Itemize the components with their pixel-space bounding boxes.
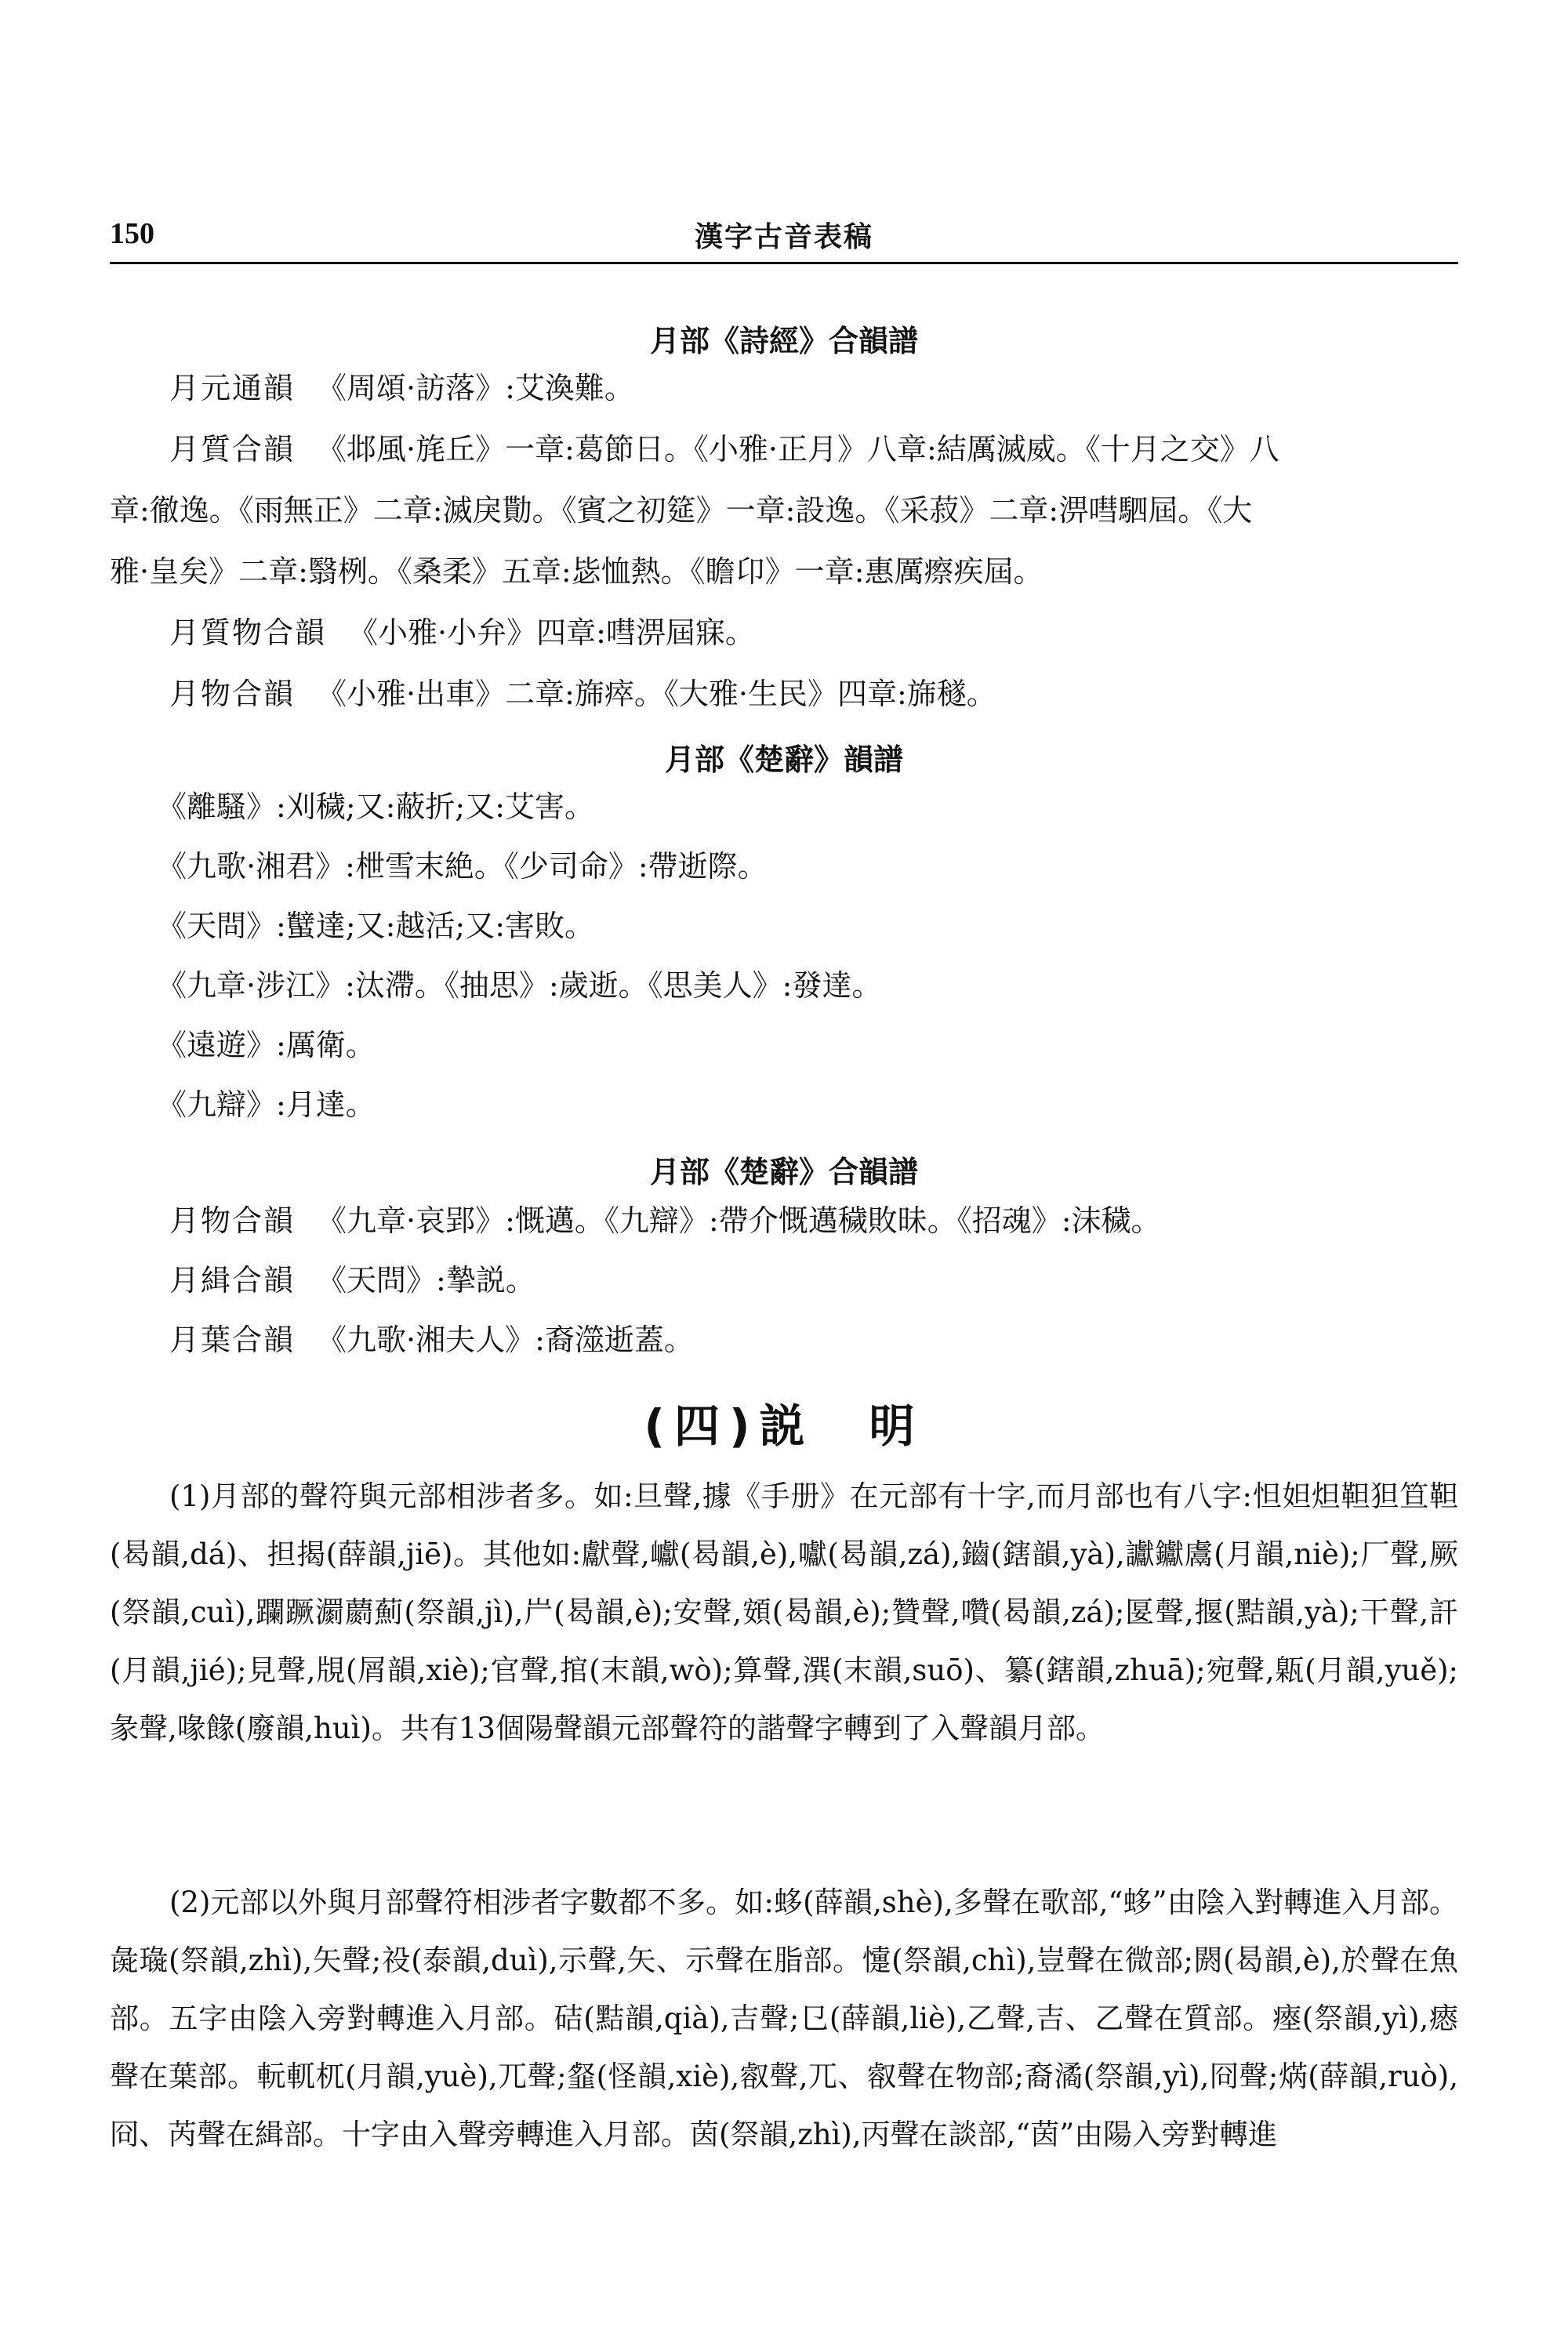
rhyme-text: 《小雅·出車》二章:旆瘁。《大雅·生民》四章:旆穟。	[317, 677, 996, 711]
page-header	[110, 212, 1458, 264]
rhyme-text-continued: 雅·皇矣》二章:翳栵。《桑柔》五章:毖恤熱。《瞻卬》一章:惠厲瘵疾屆。	[110, 554, 1044, 589]
chuci-line: 《遠遊》:厲衛。	[157, 1028, 376, 1062]
rhyme-entry	[110, 615, 1458, 650]
rhyme-text: 《小雅·小弁》四章:嘒淠屆寐。	[348, 615, 755, 650]
rhyme-entry	[110, 1203, 1458, 1238]
chuci-line: 《天問》:蠥達;又:越活;又:害敗。	[157, 909, 595, 943]
rhyme-label: 月物合韻	[169, 1203, 296, 1238]
rhyme-entry	[110, 1263, 1458, 1298]
rhyme-text-continued: 章:徹逸。《雨無正》二章:滅戾勩。《賓之初筵》一章:設逸。《采菽》二章:淠嘒駟屆。《大	[110, 493, 1253, 528]
rhyme-label: 月物合韻	[169, 677, 296, 711]
rhyme-text: 《九章·哀郢》:慨邁。《九辯》:帶介慨邁穢敗昧。《招魂》:沫穢。	[317, 1203, 1161, 1238]
rhyme-label: 月緝合韻	[169, 1263, 296, 1298]
chuci-line: 《九章·涉江》:汰滯。《抽思》:歲逝。《思美人》:發達。	[157, 968, 882, 1003]
rhyme-text: 《九歌·湘夫人》:裔澨逝蓋。	[317, 1323, 694, 1357]
rhyme-label: 月元通韻	[169, 371, 296, 405]
rhyme-entry	[110, 1325, 1458, 1355]
rhyme-text: 《周頌·訪落》:艾渙難。	[317, 371, 634, 405]
section-heading-explanation: (四)説 明	[644, 1399, 924, 1453]
rhyme-entry	[110, 434, 1458, 464]
rhyme-text: 《邶風·旄丘》一章:葛節日。《小雅·正月》八章:結厲滅威。《十月之交》八	[317, 432, 1279, 466]
section-title-shijing-rhyme: 月部《詩經》合韻譜	[649, 324, 918, 358]
section-title-chuci-rhyme: 月部《楚辭》韻譜	[664, 742, 903, 777]
chuci-line: 《九歌·湘君》:枻雪末絶。《少司命》:帶逝際。	[157, 849, 768, 884]
explanation-paragraph-2: (2)元部以外與月部聲符相涉者字數都不多。如:蛥(薛韻,shè),多聲在歌部,“蛥”由陰入對轉進入月部。彘璏(祭韻,zhì),矢聲;祋(泰韻,duì),示聲,矢、示聲在脂部。懥(祭韻,chì),豈聲在微部;閼(曷韻,è),於聲在魚部。五字由陰入旁對轉進入月部。硈(黠韻,qià),吉聲;㔾(薛韻,liè),乙聲,吉、乙聲在質部。瘞(祭韻,yì),瘱聲在葉部。䡇軏杌(月韻,yuè),兀聲;韰(怪韻,xiè),㕡聲,兀、㕡聲在物部;裔潏(祭韻,yì),冏聲;焫(薛韻,ruò),冏、芮聲在緝部。十字由入聲旁轉進入月部。茵(祭韻,zhì),丙聲在談部,“茵”由陽入旁對轉進	[110, 1886, 1458, 2151]
chuci-line: 《離騷》:刈穢;又:蔽折;又:艾害。	[157, 789, 595, 824]
rhyme-text: 《天問》:摯説。	[317, 1263, 535, 1298]
section-title-chuci-combined-rhyme: 月部《楚辭》合韻譜	[649, 1155, 918, 1189]
rhyme-label: 月質合韻	[169, 432, 296, 466]
rhyme-entry	[110, 373, 1458, 403]
page-number: 150	[110, 217, 154, 250]
rhyme-label: 月質物合韻	[169, 615, 327, 650]
rhyme-entry	[110, 679, 1458, 709]
running-title: 漢字古音表稿	[694, 220, 873, 253]
explanation-paragraph-1: (1)月部的聲符與元部相涉者多。如:旦聲,據《手册》在元部有十字,而月部也有八字:怛妲炟靼狚笪靼(曷韻,dá)、担揭(薛韻,jiē)。其他如:獻聲,巘(曷韻,è),囐(曷韻,zá),鑡(鎋韻,yà),讞钀鬳(月韻,niè);厂聲,厥(祭韻,cuì),躝蹶瀱蘮薊(祭韻,jì),屵(曷韻,è);安聲,頞(曷韻,è);贊聲,囋(曷韻,zá);匽聲,揠(黠韻,yà);干聲,訐(月韻,jié);見聲,覑(屑韻,xiè);官聲,捾(末韻,wò);算聲,潠(末韻,suō)、纂(鎋韻,zhuā);宛聲,甈(月韻,yuě);彖聲,喙餯(廢韻,huì)。共有13個陽聲韻元部聲符的諧聲字轉到了入聲韻月部。	[110, 1479, 1458, 1745]
rhyme-label: 月葉合韻	[169, 1323, 296, 1357]
chuci-line: 《九辯》:月達。	[157, 1087, 376, 1122]
